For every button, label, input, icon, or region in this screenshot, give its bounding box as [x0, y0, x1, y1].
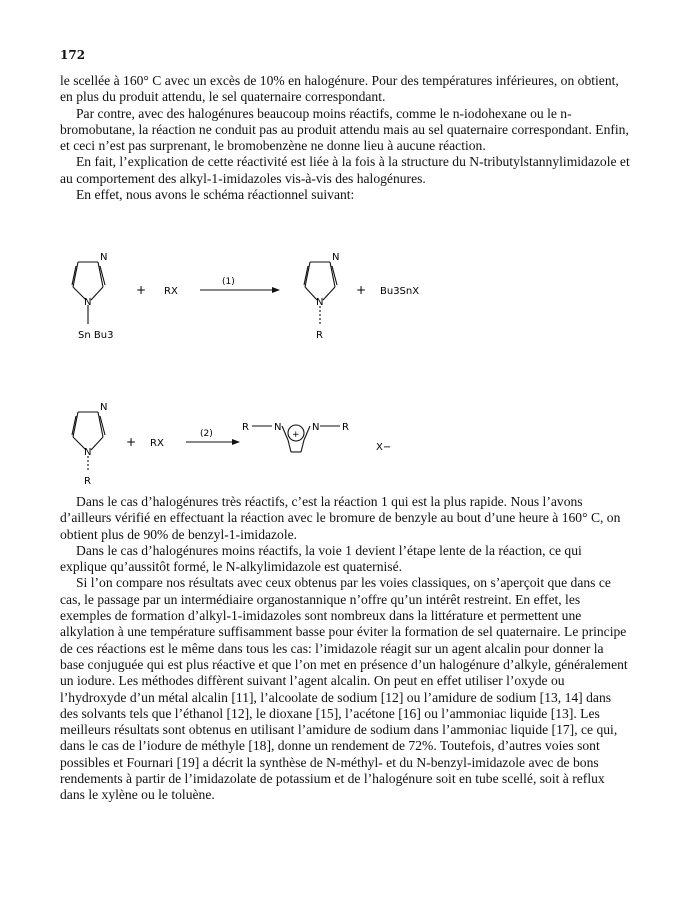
paragraph: Dans le cas d’halogénures très réactifs, c’est la réaction 1 qui est la plus rapide. Nous l’avons d’ailleurs vérifié en effectuant la réaction avec le bromure de benzyle au bout d’une heure à 160° C, on obtient plus de 90% de benzyl-1-imidazole. — [60, 494, 621, 542]
byproduct: Bu3SnX — [380, 286, 420, 297]
ring-substituent: R — [84, 476, 91, 487]
product-n-bottom: N — [316, 297, 324, 308]
paragraph: Par contre, avec des halogénures beaucoup moins réactifs, comme le n-iodohexane ou le n-bromobutane, la réaction ne conduit pas au produit attendu mais au sel quaternaire correspondant. Enfin, et ceci n’est pas surprenant, le bromobenzène ne donne lieu à aucune réaction. — [60, 105, 629, 154]
positive-charge: + — [292, 430, 300, 440]
right-n: N — [312, 422, 320, 433]
text-block-bottom — [60, 494, 630, 804]
right-r: R — [342, 422, 349, 433]
paragraph: En effet, nous avons le schéma réactionnel suivant: — [76, 187, 355, 203]
product-substituent: R — [316, 330, 323, 341]
reaction-scheme-2 — [60, 400, 620, 490]
product-n-top: N — [332, 252, 340, 263]
page-number: 172 — [60, 48, 86, 62]
reaction-scheme-1 — [60, 232, 620, 350]
left-r: R — [242, 422, 249, 433]
paragraph: le scellée à 160° C avec un excès de 10% en halogénure. Pour des températures inférieures, on obtient, en plus du produit attendu, le sel quaternaire correspondant. — [60, 73, 619, 105]
paragraph: En fait, l’explication de cette réactivité est liée à la fois à la structure du N-tributylstannylimidazole et au comportement des alkyl-1-imidazoles vis-à-vis des halogénures. — [60, 154, 630, 186]
ring-n-top: N — [100, 402, 108, 413]
stannyl-substituent: Sn Bu3 — [78, 330, 114, 341]
ring-n-bottom: N — [84, 447, 92, 458]
paragraph: Si l’on compare nos résultats avec ceux obtenus par les voies classiques, on s’aperçoit que dans ce cas, le passage par un intermédiaire organostannique n’offre qu’un intérêt restreint. En effet, les exemples de formation d’alkyl-1-imidazoles sont nombreux dans la littérature et permettent une alkylation à une température suffisamment basse pour éviter la formation de sel quaternaire. Le principe de ces réactions est le même dans tous les cas: l’imidazole réagit sur un agent alcalin pour donner la base conjuguée qui est plus réactive et que l’on met en présence d’un halogénure d’alkyle, généralement un iodure. Les méthodes diffèrent suivant l’agent alcalin. On peut en effet utiliser l’oxyde ou l’hydroxyde d’un métal alcalin [11], l’alcoolate de sodium [12] ou l’amidure de sodium [13, 14] dans des solvants tels que l’éthanol [12], le dioxane [15], l’acétone [16] ou l’ammoniac liquide [13]. Les meilleurs résultats sont obtenus en utilisant l’amidure de sodium dans l’ammoniac liquide [17], ce qui, dans le cas de l’iodure de méthyle [18], donne un rendement de 72%. Toutefois, d’autres voies sont possibles et Fournari [19] a décrit la synthèse de N-méthyl- et du N-benzyl-imidazole avec de bons rendements à partir de l’imidazolate de potassium et de l’halogénure soit en tube scellé, soit à reflux dans le xylène ou le toluène. — [60, 575, 628, 803]
reagent-rx: RX — [150, 438, 164, 449]
ring-n-bottom: N — [84, 297, 92, 308]
anion: X− — [376, 442, 392, 453]
text-block-top — [60, 73, 630, 203]
left-n: N — [274, 422, 282, 433]
reagent-rx: RX — [164, 286, 178, 297]
plus-sign: + — [126, 435, 137, 449]
paragraph: Dans le cas d’halogénures moins réactifs, la voie 1 devient l’étape lente de la réaction, ce qui explique qu’aussitôt formé, le N-alkylimidazole est quaternisé. — [60, 542, 582, 575]
arrow-label-2: (2) — [200, 429, 213, 439]
arrow-label-1: (1) — [222, 277, 235, 287]
ring-n-top: N — [100, 252, 108, 263]
plus-sign: + — [136, 283, 147, 297]
plus-sign: + — [356, 283, 367, 297]
